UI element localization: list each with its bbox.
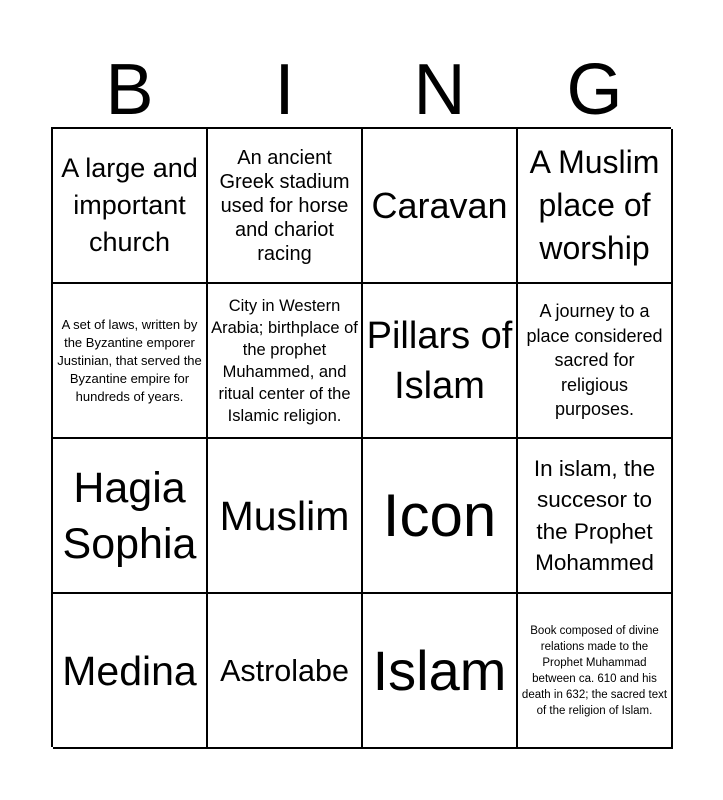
cell-text: Astrolabe [220, 653, 349, 688]
bingo-cell[interactable] [363, 129, 518, 284]
cell-text: City in Western Arabia; birthplace of the prophet Muhammed, and ritual center of the Islamic religion. [211, 296, 358, 425]
cell-text: In islam, the succesor to the Prophet Mohammed [533, 455, 656, 575]
bingo-header [52, 52, 672, 128]
cell-text: Book composed of divine relations made to the Prophet Muhammad between ca. 610 and his death in 632; the sacred text of the religion of Islam. [521, 624, 668, 717]
cell-text: A large and important church [61, 153, 198, 257]
bingo-cell[interactable] [518, 284, 673, 439]
header-letter-g: G [566, 50, 623, 130]
cell-text: A Muslim place of worship [529, 144, 660, 266]
cell-text: Muslim [219, 492, 350, 539]
bingo-cell[interactable] [53, 129, 208, 284]
bingo-cell[interactable] [208, 284, 363, 439]
bingo-cell[interactable] [518, 594, 673, 749]
cell-text: A set of laws, written by the Byzantine emporer Justinian, that served the Byzantine empire for hundreds of years. [57, 316, 202, 404]
bingo-cell[interactable] [53, 284, 208, 439]
cell-text: Icon [382, 481, 497, 549]
cell-text: Pillars of Islam [366, 314, 513, 407]
bingo-cell[interactable] [363, 439, 518, 594]
cell-text: Islam [372, 638, 507, 702]
bingo-cell[interactable] [208, 129, 363, 284]
header-letter-b: B [105, 50, 154, 130]
bingo-cell[interactable] [363, 284, 518, 439]
header-letter-i: I [274, 50, 295, 130]
bingo-cell[interactable] [208, 594, 363, 749]
cell-text: Caravan [371, 184, 508, 226]
bingo-cell[interactable] [518, 439, 673, 594]
cell-text: Hagia Sophia [62, 463, 197, 568]
bingo-cell[interactable] [208, 439, 363, 594]
bingo-cell[interactable] [363, 594, 518, 749]
cell-text: A journey to a place considered sacred for religious purposes. [526, 301, 663, 420]
bingo-cell[interactable] [518, 129, 673, 284]
header-letter-n: N [413, 50, 466, 130]
bingo-cell[interactable] [53, 594, 208, 749]
cell-text: An ancient Greek stadium used for horse and chariot racing [219, 146, 350, 265]
cell-text: Medina [62, 647, 197, 694]
bingo-board [51, 127, 671, 747]
bingo-cell[interactable] [53, 439, 208, 594]
